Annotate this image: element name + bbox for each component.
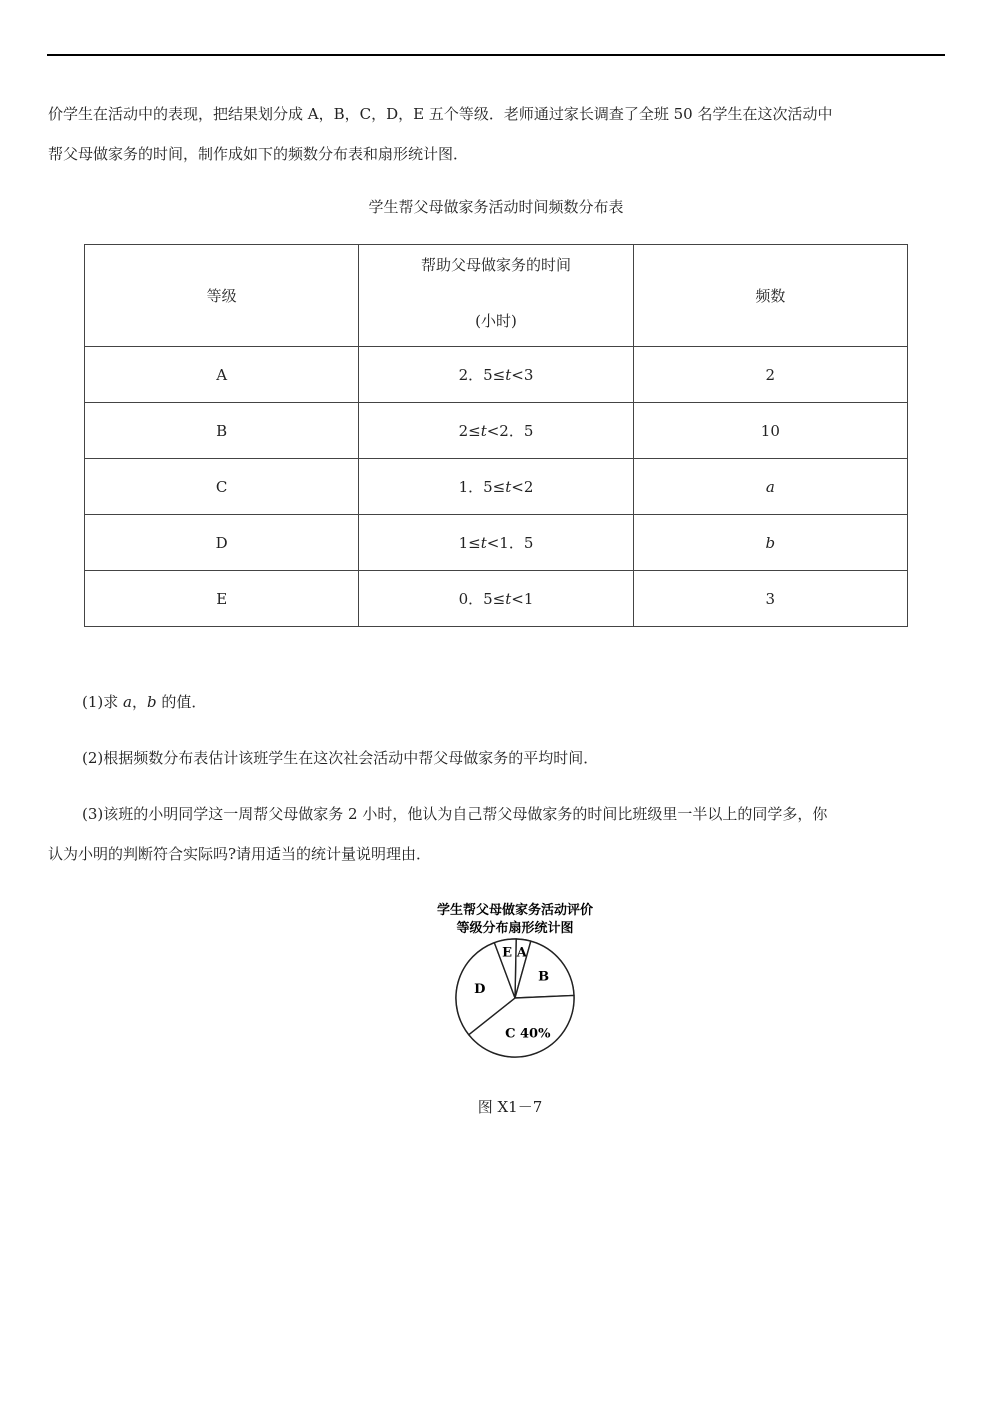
- header-rule: [47, 54, 945, 56]
- cell-time: 1≤t<1．5: [359, 515, 633, 571]
- cell-count: 2: [633, 347, 907, 403]
- intro-line-1: 价学生在活动中的表现，把结果划分成 A，B，C，D，E 五个等级．老师通过家长调查了全班 50 名学生在这次活动中: [48, 105, 833, 123]
- pie-label-d: D: [474, 982, 486, 998]
- header-grade: 等级: [85, 245, 359, 347]
- cell-grade: D: [85, 515, 359, 571]
- header-time: [359, 245, 633, 347]
- pie-label-c: C 40%: [505, 1026, 551, 1042]
- cell-time: 2≤t<2．5: [359, 403, 633, 459]
- pie-label-a: A: [516, 945, 527, 961]
- cell-grade: B: [85, 403, 359, 459]
- table-row: [85, 459, 908, 515]
- table-row: [85, 403, 908, 459]
- intro-paragraph: [48, 94, 948, 174]
- cell-time: 0．5≤t<1: [359, 571, 633, 627]
- figure-caption: 图 X1－7: [477, 1098, 543, 1116]
- pie-chart-figure: [410, 896, 620, 1071]
- pie-label-b: B: [538, 969, 550, 985]
- pie-chart: [410, 896, 620, 1071]
- question-3: [48, 794, 948, 874]
- cell-time: 2．5≤t<3: [359, 347, 633, 403]
- table-row: [85, 515, 908, 571]
- question-2: (2)根据频数分布表估计该班学生在这次社会活动中帮父母做家务的平均时间．: [82, 749, 599, 767]
- question-1: (1)求 a，b 的值．: [82, 693, 207, 711]
- cell-count: b: [633, 515, 907, 571]
- header-count: 频数: [633, 245, 907, 347]
- table-header-row: [85, 245, 908, 347]
- pie-label-e: E: [502, 945, 513, 961]
- cell-count: 10: [633, 403, 907, 459]
- cell-grade: C: [85, 459, 359, 515]
- cell-count: a: [633, 459, 907, 515]
- table-title: 学生帮父母做家务活动时间频数分布表: [368, 198, 624, 216]
- frequency-table: [84, 244, 908, 627]
- header-time-line2: (小时): [475, 311, 517, 330]
- question-3-line-1: (3)该班的小明同学这一周帮父母做家务 2 小时，他认为自己帮父母做家务的时间比班级里一半以上的同学多，你: [82, 805, 828, 823]
- question-3-line-2: 认为小明的判断符合实际吗?请用适当的统计量说明理由．: [48, 845, 432, 863]
- cell-count: 3: [633, 571, 907, 627]
- chart-title-line-1: 学生帮父母做家务活动评价: [436, 903, 594, 918]
- cell-time: 1．5≤t<2: [359, 459, 633, 515]
- table-row: [85, 347, 908, 403]
- table-row: [85, 571, 908, 627]
- intro-line-2: 帮父母做家务的时间，制作成如下的频数分布表和扇形统计图．: [48, 145, 469, 163]
- chart-title-line-2: 等级分布扇形统计图: [456, 921, 574, 936]
- header-time-line1: 帮助父母做家务的时间: [420, 255, 571, 274]
- cell-grade: E: [85, 571, 359, 627]
- cell-grade: A: [85, 347, 359, 403]
